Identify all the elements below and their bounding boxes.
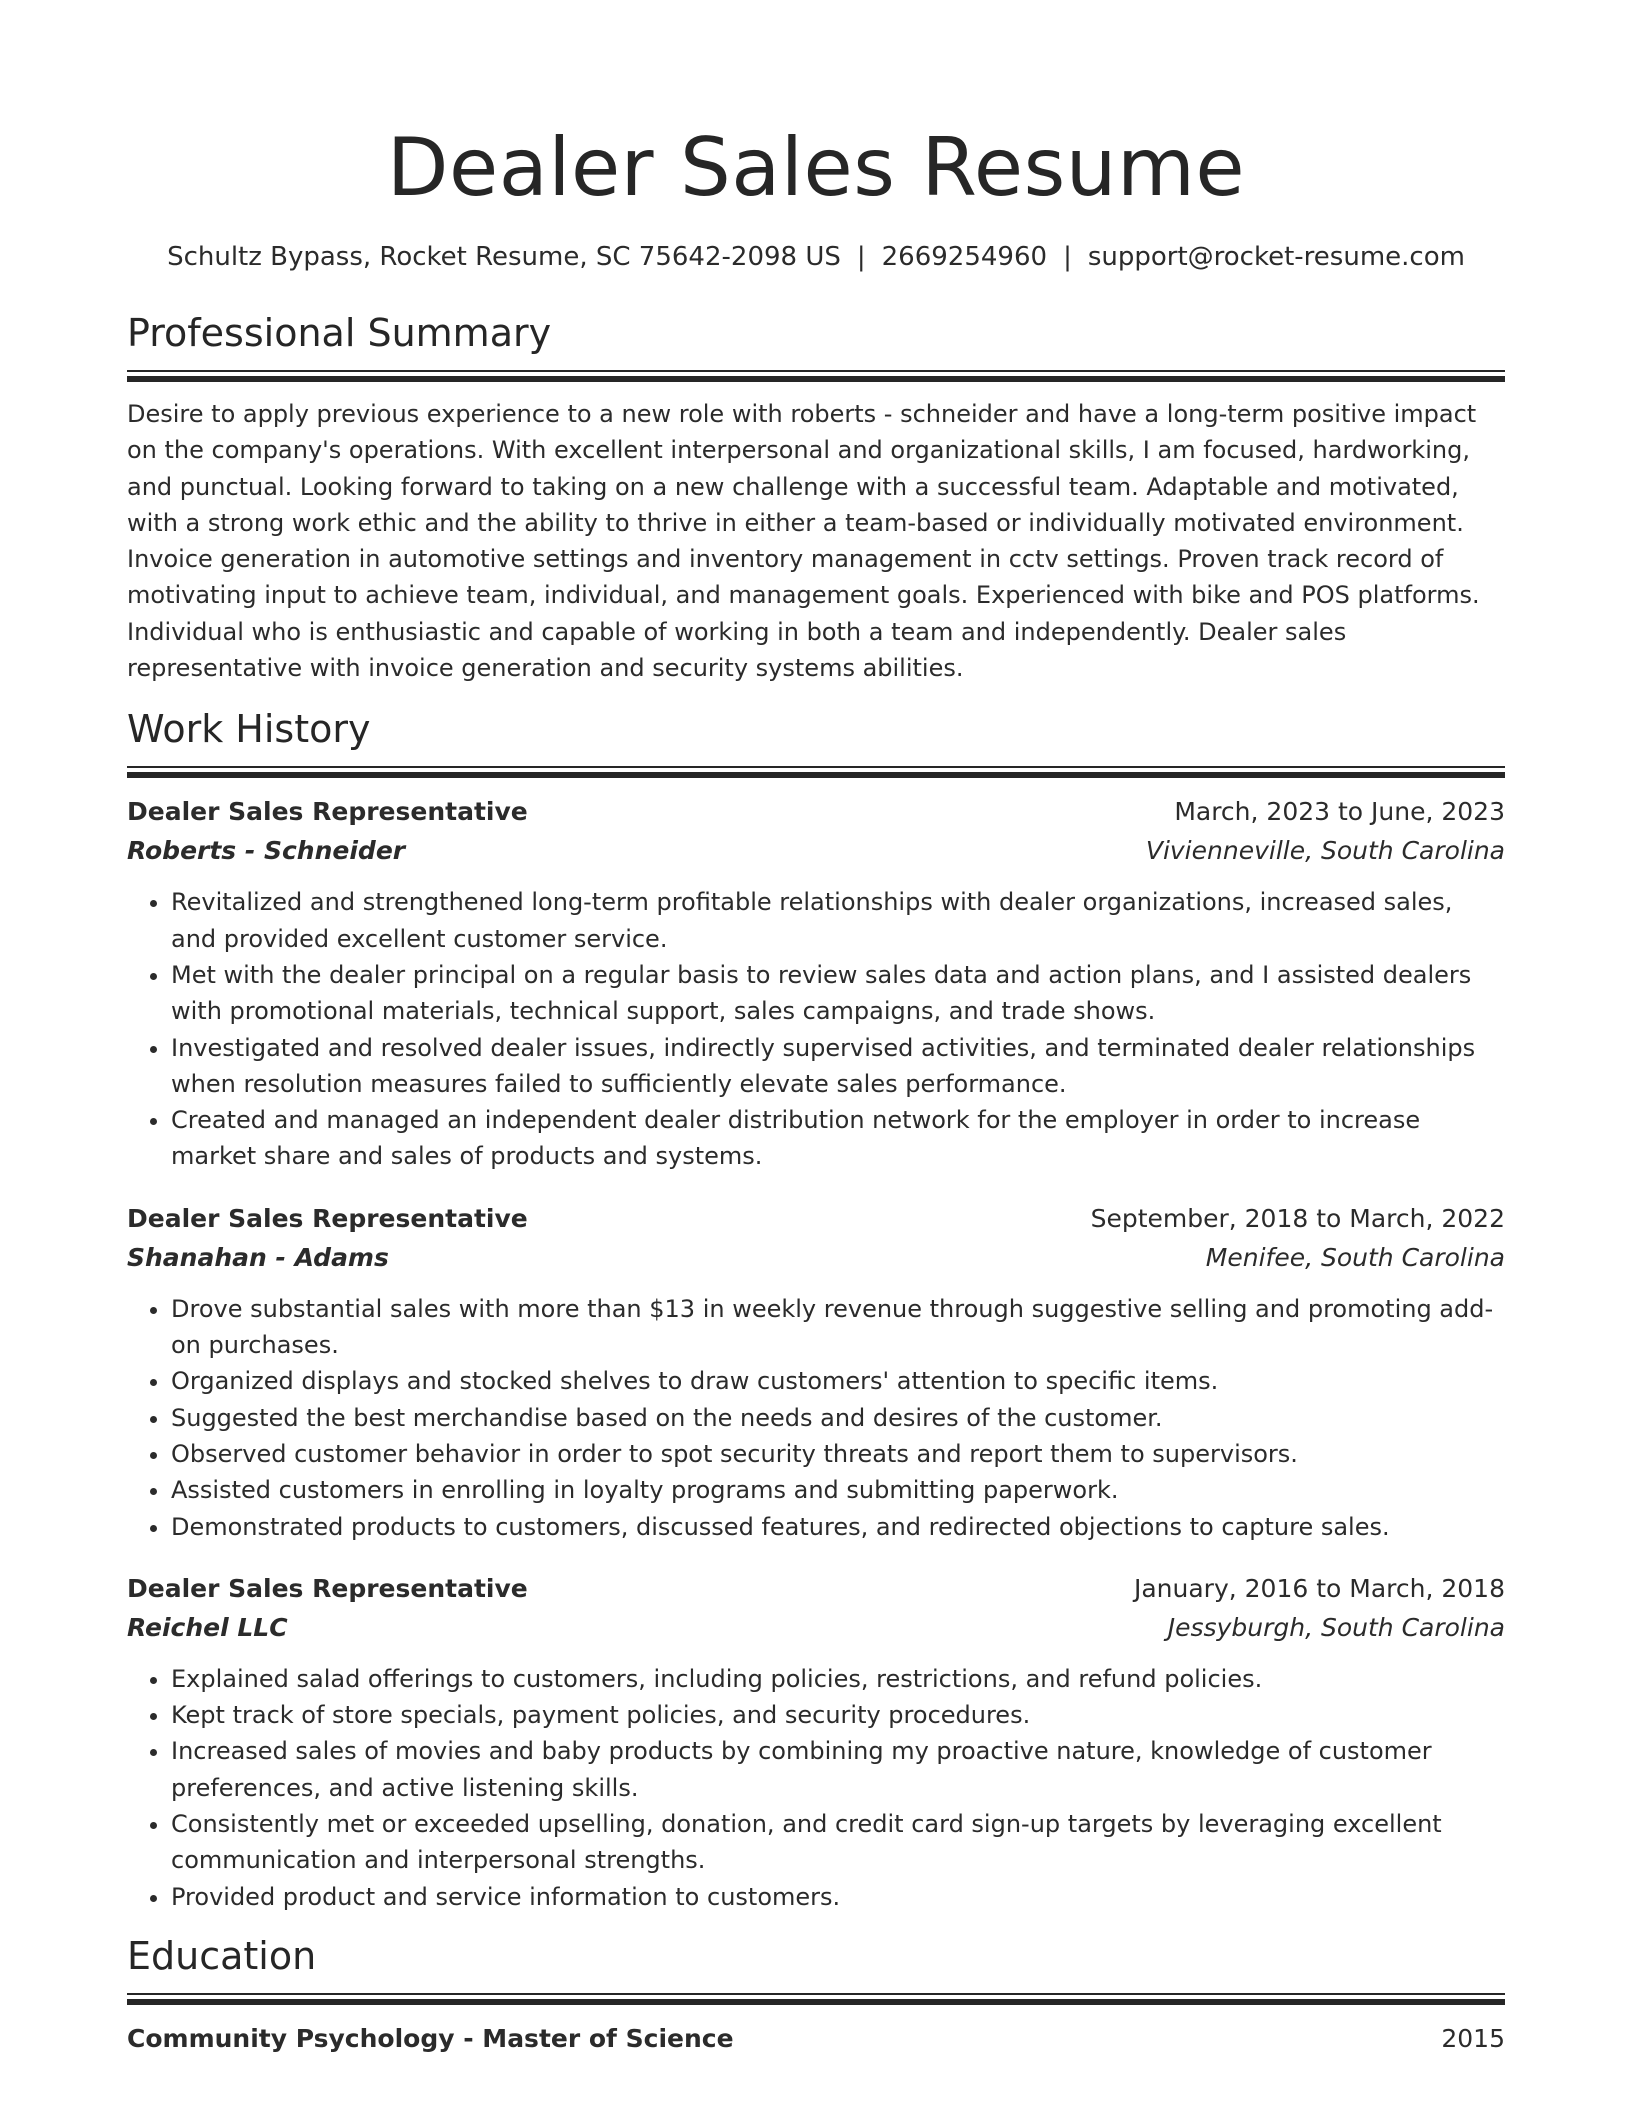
job-header-row: [127, 792, 1505, 832]
section-divider: [127, 370, 1505, 382]
summary-text: Desire to apply previous experience to a new role with roberts - schneider and have a long-term positive impact on the company's operations. With excellent interpersonal and organizational skills, I am focused, hardworking, and punctual. Looking forward to taking on a new challenge with a successful team. Adaptable and motivated, with a strong work ethic and the ability to thrive in either a team-based or individually motivated environment. Invoice generation in automotive settings and inventory management in cctv settings. Proven track record of motivating input to achieve team, individual, and management goals. Experienced with bike and POS platforms. Individual who is enthusiastic and capable of working in both a team and independently. Dealer sales representative with invoice generation and security systems abilities.: [127, 400, 1480, 683]
job-company-row: [127, 1609, 1505, 1647]
summary-heading: Professional Summary: [127, 311, 552, 355]
job-header-row: [127, 1569, 1505, 1609]
job-company-row: [127, 832, 1505, 870]
job-location: Menifee, South Carolina: [1205, 1242, 1505, 1272]
education-heading: Education: [127, 1933, 317, 1978]
contact-email: support@rocket-resume.com: [1087, 242, 1465, 272]
job-bullet: • Investigated and resolved dealer issues, indirectly supervised activities, and terminated dealer relationships when resolution measures failed to sufficiently elevate sales performance.: [171, 1030, 1505, 1103]
section-divider: [127, 1993, 1505, 2005]
job-location: Vivienneville, South Carolina: [1145, 836, 1505, 866]
job-bullet: • Consistently met or exceeded upselling, donation, and credit card sign-up targets by leveraging excellent communication and interpersonal strengths.: [171, 1806, 1505, 1879]
job-location: Jessyburgh, South Carolina: [1167, 1612, 1505, 1642]
job-company: Roberts - Schneider: [127, 836, 406, 866]
job-bullet: • Met with the dealer principal on a regular basis to review sales data and action plans, and I assisted dealers with promotional materials, technical support, sales campaigns, and trade shows.: [171, 957, 1505, 1030]
summary-section: [127, 308, 1505, 686]
job-bullet: • Explained salad offerings to customers, including policies, restrictions, and refund policies.: [171, 1661, 1505, 1697]
job-company: Shanahan - Adams: [127, 1242, 389, 1272]
job-bullet: • Observed customer behavior in order to spot security threats and report them to supervisors.: [171, 1436, 1505, 1472]
job-entry: [127, 1569, 1505, 1915]
education-entry: [127, 2019, 1505, 2059]
contact-phone: 2669254960: [881, 242, 1048, 272]
job-title: Dealer Sales Representative: [127, 797, 528, 827]
contact-separator: |: [1063, 242, 1072, 272]
job-bullet: • Suggested the best merchandise based on the needs and desires of the customer.: [171, 1400, 1505, 1436]
job-title: Dealer Sales Representative: [127, 1573, 528, 1603]
work-history-section: [127, 704, 1505, 1915]
job-bullets: [127, 1661, 1505, 1915]
job-company: Reichel LLC: [127, 1612, 288, 1642]
job-dates: March, 2023 to June, 2023: [1174, 797, 1505, 827]
job-bullet: • Provided product and service information to customers.: [171, 1879, 1505, 1915]
education-section: [127, 1931, 1505, 2059]
contact-separator: |: [856, 242, 866, 272]
job-dates: January, 2016 to March, 2018: [1133, 1573, 1505, 1603]
education-degree: Community Psychology - Master of Science: [127, 2023, 734, 2053]
job-header-row: [127, 1199, 1505, 1239]
contact-line: [127, 240, 1505, 274]
section-divider: [127, 766, 1505, 778]
contact-address: Schultz Bypass, Rocket Resume, SC 75642-2098 US: [167, 242, 841, 272]
job-entry: [127, 792, 1505, 1174]
job-bullet: • Assisted customers in enrolling in loyalty programs and submitting paperwork.: [171, 1472, 1505, 1508]
education-year: 2015: [1441, 2023, 1505, 2053]
job-bullet: • Organized displays and stocked shelves to draw customers' attention to specific items.: [171, 1363, 1505, 1399]
job-bullet: • Increased sales of movies and baby products by combining my proactive nature, knowledge of customer preferences, and active listening skills.: [171, 1733, 1505, 1806]
job-title: Dealer Sales Representative: [127, 1203, 528, 1233]
job-bullet: • Created and managed an independent dealer distribution network for the employer in order to increase market share and sales of products and systems.: [171, 1102, 1505, 1175]
job-bullet: • Kept track of store specials, payment policies, and security procedures.: [171, 1697, 1505, 1733]
resume-title: Dealer Sales Resume: [386, 121, 1246, 214]
job-entry: [127, 1199, 1505, 1545]
job-bullets: [127, 1291, 1505, 1545]
job-bullet: • Demonstrated products to customers, discussed features, and redirected objections to capture sales.: [171, 1509, 1505, 1545]
job-bullet: • Revitalized and strengthened long-term profitable relationships with dealer organizations, increased sales, and provided excellent customer service.: [171, 884, 1505, 957]
work-history-heading: Work History: [127, 707, 371, 752]
job-company-row: [127, 1239, 1505, 1277]
job-dates: September, 2018 to March, 2022: [1090, 1203, 1505, 1233]
job-bullet: • Drove substantial sales with more than $13 in weekly revenue through suggestive selling and promoting add-on purchases.: [171, 1291, 1505, 1364]
job-bullets: [127, 884, 1505, 1174]
